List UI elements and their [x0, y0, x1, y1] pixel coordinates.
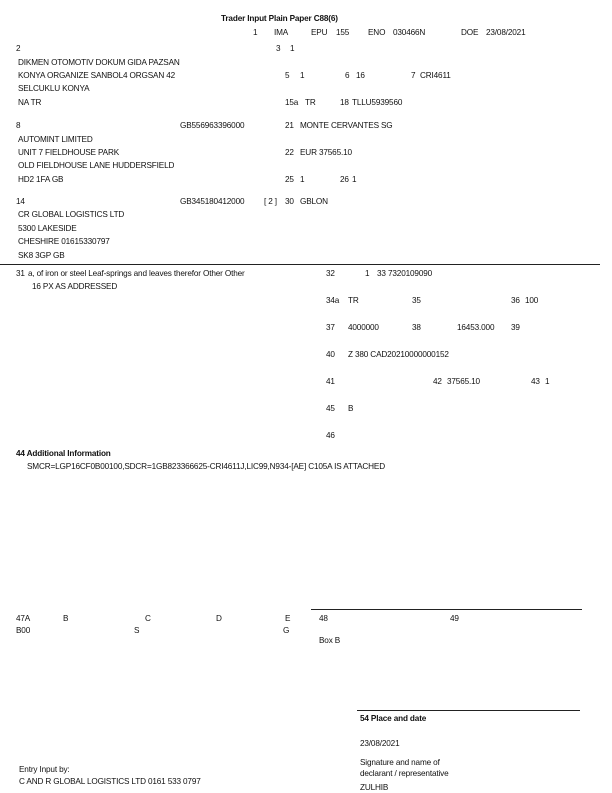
box45-value: B	[348, 404, 354, 413]
box43-value: 1	[545, 377, 550, 386]
doe-label: DOE	[461, 28, 479, 37]
box42-value: 37565.10	[447, 377, 480, 386]
box14-eori: GB345180412000	[180, 197, 245, 206]
document-title: Trader Input Plain Paper C88(6)	[221, 14, 338, 23]
epu-label: EPU	[311, 28, 328, 37]
box6-number: 6	[345, 71, 350, 80]
box7-value: CRI4611	[420, 71, 451, 80]
box33-number: 33	[377, 269, 386, 278]
box37-number: 37	[326, 323, 335, 332]
box47-col-e-value: G	[283, 626, 290, 635]
box21-number: 21	[285, 121, 294, 130]
box2-line-4: NA TR	[18, 98, 42, 107]
box26-value: 1	[352, 175, 357, 184]
box8-number: 8	[16, 121, 21, 130]
box54-top-rule	[357, 710, 580, 711]
box8-eori: GB556963396000	[180, 121, 245, 130]
box15a-value: TR	[305, 98, 316, 107]
box37-value: 4000000	[348, 323, 379, 332]
doe-value: 23/08/2021	[486, 28, 526, 37]
box14-line-1: CR GLOBAL LOGISTICS LTD	[18, 210, 125, 219]
box48-sub-label: Box B	[319, 636, 341, 645]
box54-signature-label-1: Signature and name of	[360, 758, 440, 767]
box31-packages: 16 PX AS ADDRESSED	[32, 282, 118, 291]
box2-line-2: KONYA ORGANIZE SANBOL4 ORGSAN 42	[18, 71, 176, 80]
box47-col-d-label: D	[216, 614, 222, 623]
entry-input-value: C AND R GLOBAL LOGISTICS LTD 0161 533 0797	[19, 777, 201, 786]
box47-col-b-label: B	[63, 614, 69, 623]
box48-number: 48	[319, 614, 328, 623]
box41-number: 41	[326, 377, 335, 386]
box3-number: 3	[276, 44, 281, 53]
box54-label: 54 Place and date	[360, 714, 427, 723]
box40-value: Z 380 CAD20210000000152	[348, 350, 449, 359]
box48-top-rule	[311, 609, 582, 610]
box14-status-tag: [ 2 ]	[264, 197, 277, 206]
box47-col-a-value: B00	[16, 626, 31, 635]
box1-number: 1	[253, 28, 258, 37]
box22-number: 22	[285, 148, 294, 157]
box18-number: 18	[340, 98, 349, 107]
box44-text: SMCR=LGP16CF0B00100,SDCR=1GB823366625-CRI4611J,LIC99,N934-[AE] C105A IS ATTACHED	[27, 462, 385, 471]
box18-value: TLLU5939560	[352, 98, 403, 107]
box38-value: 16453.000	[457, 323, 495, 332]
eno-label: ENO	[368, 28, 386, 37]
box32-value: 1	[365, 269, 370, 278]
box15a-number: 15a	[285, 98, 299, 107]
box34a-number: 34a	[326, 296, 340, 305]
box42-number: 42	[433, 377, 442, 386]
box44-label: 44 Additional Information	[16, 449, 111, 458]
box14-number: 14	[16, 197, 25, 206]
box39-number: 39	[511, 323, 520, 332]
box54-signature-label-2: declarant / representative	[360, 769, 449, 778]
box2-number: 2	[16, 44, 21, 53]
box30-value: GBLON	[300, 197, 328, 206]
box8-line-2: UNIT 7 FIELDHOUSE PARK	[18, 148, 120, 157]
box47-col-e-label: E	[285, 614, 291, 623]
box43-number: 43	[531, 377, 540, 386]
eno-value: 030466N	[393, 28, 426, 37]
box47-col-c-label: C	[145, 614, 151, 623]
box5-number: 5	[285, 71, 290, 80]
box35-number: 35	[412, 296, 421, 305]
box54-date: 23/08/2021	[360, 739, 400, 748]
box5-value: 1	[300, 71, 305, 80]
box40-number: 40	[326, 350, 335, 359]
item-section-divider	[0, 264, 600, 265]
box31-description: a, of iron or steel Leaf-springs and leaves therefor Other Other	[28, 269, 245, 278]
box22-value: EUR 37565.10	[300, 148, 352, 157]
box7-number: 7	[411, 71, 416, 80]
box3-value: 1	[290, 44, 295, 53]
box47-col-a-label: 47A	[16, 614, 31, 623]
box21-value: MONTE CERVANTES SG	[300, 121, 393, 130]
box1-declaration-type: IMA	[274, 28, 289, 37]
box46-number: 46	[326, 431, 335, 440]
box14-line-3: CHESHIRE 01615330797	[18, 237, 110, 246]
box47-col-c-value: S	[134, 626, 140, 635]
box8-line-3: OLD FIELDHOUSE LANE HUDDERSFIELD	[18, 161, 175, 170]
epu-value: 155	[336, 28, 350, 37]
box2-line-3: SELCUKLU KONYA	[18, 84, 90, 93]
box34a-value: TR	[348, 296, 359, 305]
box31-number: 31	[16, 269, 25, 278]
box38-number: 38	[412, 323, 421, 332]
box26-number: 26	[340, 175, 349, 184]
box54-declarant-name: ZULHIB	[360, 783, 389, 792]
box36-value: 100	[525, 296, 539, 305]
box14-line-2: 5300 LAKESIDE	[18, 224, 77, 233]
box8-line-1: AUTOMINT LIMITED	[18, 135, 93, 144]
box25-value: 1	[300, 175, 305, 184]
box25-number: 25	[285, 175, 294, 184]
entry-input-label: Entry Input by:	[19, 765, 70, 774]
box2-line-1: DIKMEN OTOMOTIV DOKUM GIDA PAZSAN	[18, 58, 180, 67]
box6-value: 16	[356, 71, 365, 80]
box8-line-4: HD2 1FA GB	[18, 175, 64, 184]
box49-number: 49	[450, 614, 459, 623]
box30-number: 30	[285, 197, 294, 206]
box33-commodity-code: 7320109090	[388, 269, 433, 278]
box32-number: 32	[326, 269, 335, 278]
box14-line-4: SK8 3GP GB	[18, 251, 65, 260]
box36-number: 36	[511, 296, 520, 305]
box45-number: 45	[326, 404, 335, 413]
